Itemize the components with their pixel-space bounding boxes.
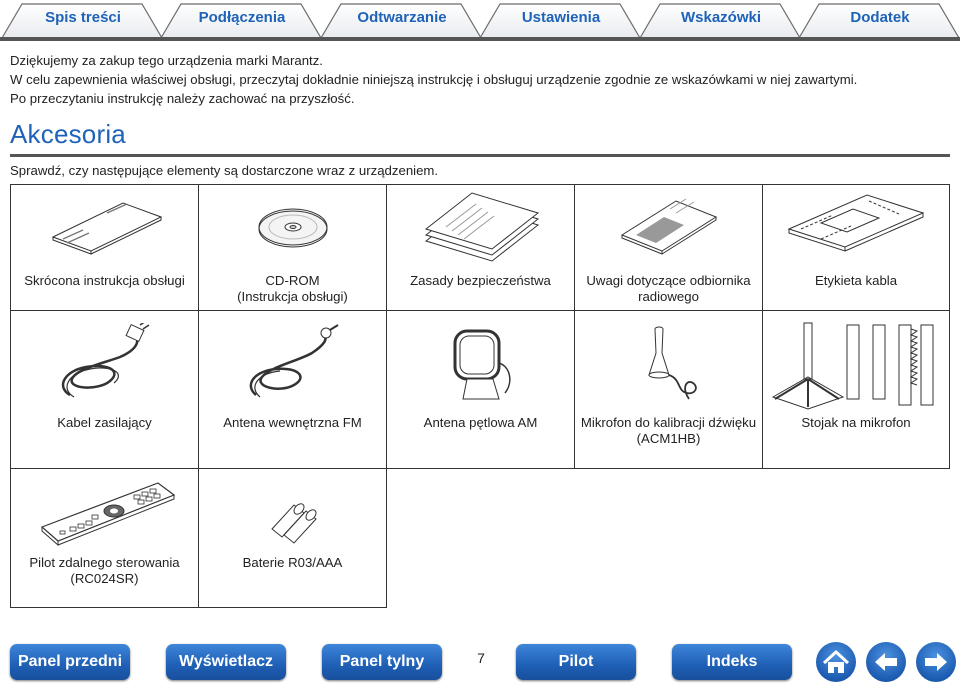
- accessory-cell: [198, 310, 387, 469]
- accessory-label: Mikrofon do kalibracji dźwięku (ACM1HB): [580, 415, 757, 446]
- accessory-cell: [10, 184, 199, 311]
- microphone-stand-icon: [769, 321, 944, 411]
- accessory-cell: [386, 184, 575, 311]
- front-panel-button[interactable]: Panel przedni: [10, 644, 130, 680]
- top-tabs: [0, 0, 960, 40]
- accessory-label: Skrócona instrukcja obsługi: [24, 273, 185, 288]
- tab-ustawienia[interactable]: Ustawienia: [521, 9, 601, 26]
- tab-podlaczenia[interactable]: Podłączenia: [198, 9, 286, 26]
- rear-panel-button[interactable]: Panel tylny: [322, 644, 442, 680]
- safety-sheets-icon: [416, 189, 546, 264]
- cd-rom-icon: [248, 189, 338, 264]
- display-button[interactable]: Wyświetlacz: [166, 644, 286, 680]
- page-number: 7: [477, 650, 485, 666]
- back-arrow-icon: [866, 642, 906, 682]
- intro-line: Po przeczytaniu instrukcję należy zachować na przyszłość.: [10, 91, 355, 106]
- back-button[interactable]: [866, 642, 906, 682]
- accessory-label: Kabel zasilający: [57, 415, 152, 430]
- accessory-label: Pilot zdalnego sterowania (RC024SR): [29, 555, 180, 586]
- home-button[interactable]: [816, 642, 856, 682]
- intro-text: [10, 51, 955, 108]
- section-divider: [10, 154, 950, 157]
- fm-antenna-icon: [238, 323, 348, 405]
- intro-line: W celu zapewnienia właściwej obsługi, przeczytaj dokładnie niniejszą instrukcję i obsługuj urządzenie zgodnie ze wskazówkami w niej zawartymi.: [10, 72, 858, 87]
- batteries-icon: [258, 487, 328, 547]
- accessory-cell: [10, 310, 199, 469]
- remote-button[interactable]: Pilot: [516, 644, 636, 680]
- accessory-label: Baterie R03/AAA: [242, 555, 343, 570]
- accessory-label: Uwagi dotyczące odbiornika radiowego: [586, 273, 751, 304]
- tab-odtwarzanie[interactable]: Odtwarzanie: [357, 9, 447, 26]
- accessory-cell: [198, 184, 387, 311]
- forward-arrow-icon: [916, 642, 956, 682]
- section-subtitle: Sprawdź, czy następujące elementy są dostarczone wraz z urządzeniem.: [10, 163, 439, 178]
- section-title: Akcesoria: [10, 119, 126, 149]
- accessory-label: Zasady bezpieczeństwa: [410, 273, 551, 288]
- accessory-label: Antena pętlowa AM: [423, 415, 538, 430]
- tab-underline: [0, 37, 960, 41]
- tab-spis-tresci[interactable]: Spis treści: [45, 9, 121, 26]
- intro-line: Dziękujemy za zakup tego urządzenia marki Marantz.: [10, 53, 323, 68]
- power-cord-icon: [50, 323, 160, 405]
- accessory-label: Etykieta kabla: [814, 273, 898, 288]
- accessory-cell: [574, 184, 763, 311]
- cable-label-icon: [781, 189, 931, 264]
- accessory-label: Antena wewnętrzna FM: [223, 415, 362, 430]
- accessory-cell: [574, 310, 763, 469]
- accessory-cell: [762, 184, 950, 311]
- accessory-label: Stojak na mikrofon: [801, 415, 911, 430]
- home-icon: [816, 642, 856, 682]
- accessory-label: CD-ROM (Instrukcja obsługi): [237, 273, 348, 304]
- tab-wskazowki[interactable]: Wskazówki: [680, 9, 762, 26]
- am-loop-antenna-icon: [441, 323, 521, 405]
- accessory-cell: [386, 310, 575, 469]
- accessory-cell: [10, 468, 199, 608]
- remote-control-icon: [30, 477, 180, 557]
- accessory-cell: [762, 310, 950, 469]
- quick-guide-icon: [45, 189, 165, 264]
- radio-notes-icon: [614, 189, 724, 264]
- calibration-microphone-icon: [629, 323, 709, 405]
- tab-dodatek[interactable]: Dodatek: [850, 9, 910, 26]
- forward-button[interactable]: [916, 642, 956, 682]
- accessories-grid: [10, 184, 950, 608]
- index-button[interactable]: Indeks: [672, 644, 792, 680]
- accessory-cell: [198, 468, 387, 608]
